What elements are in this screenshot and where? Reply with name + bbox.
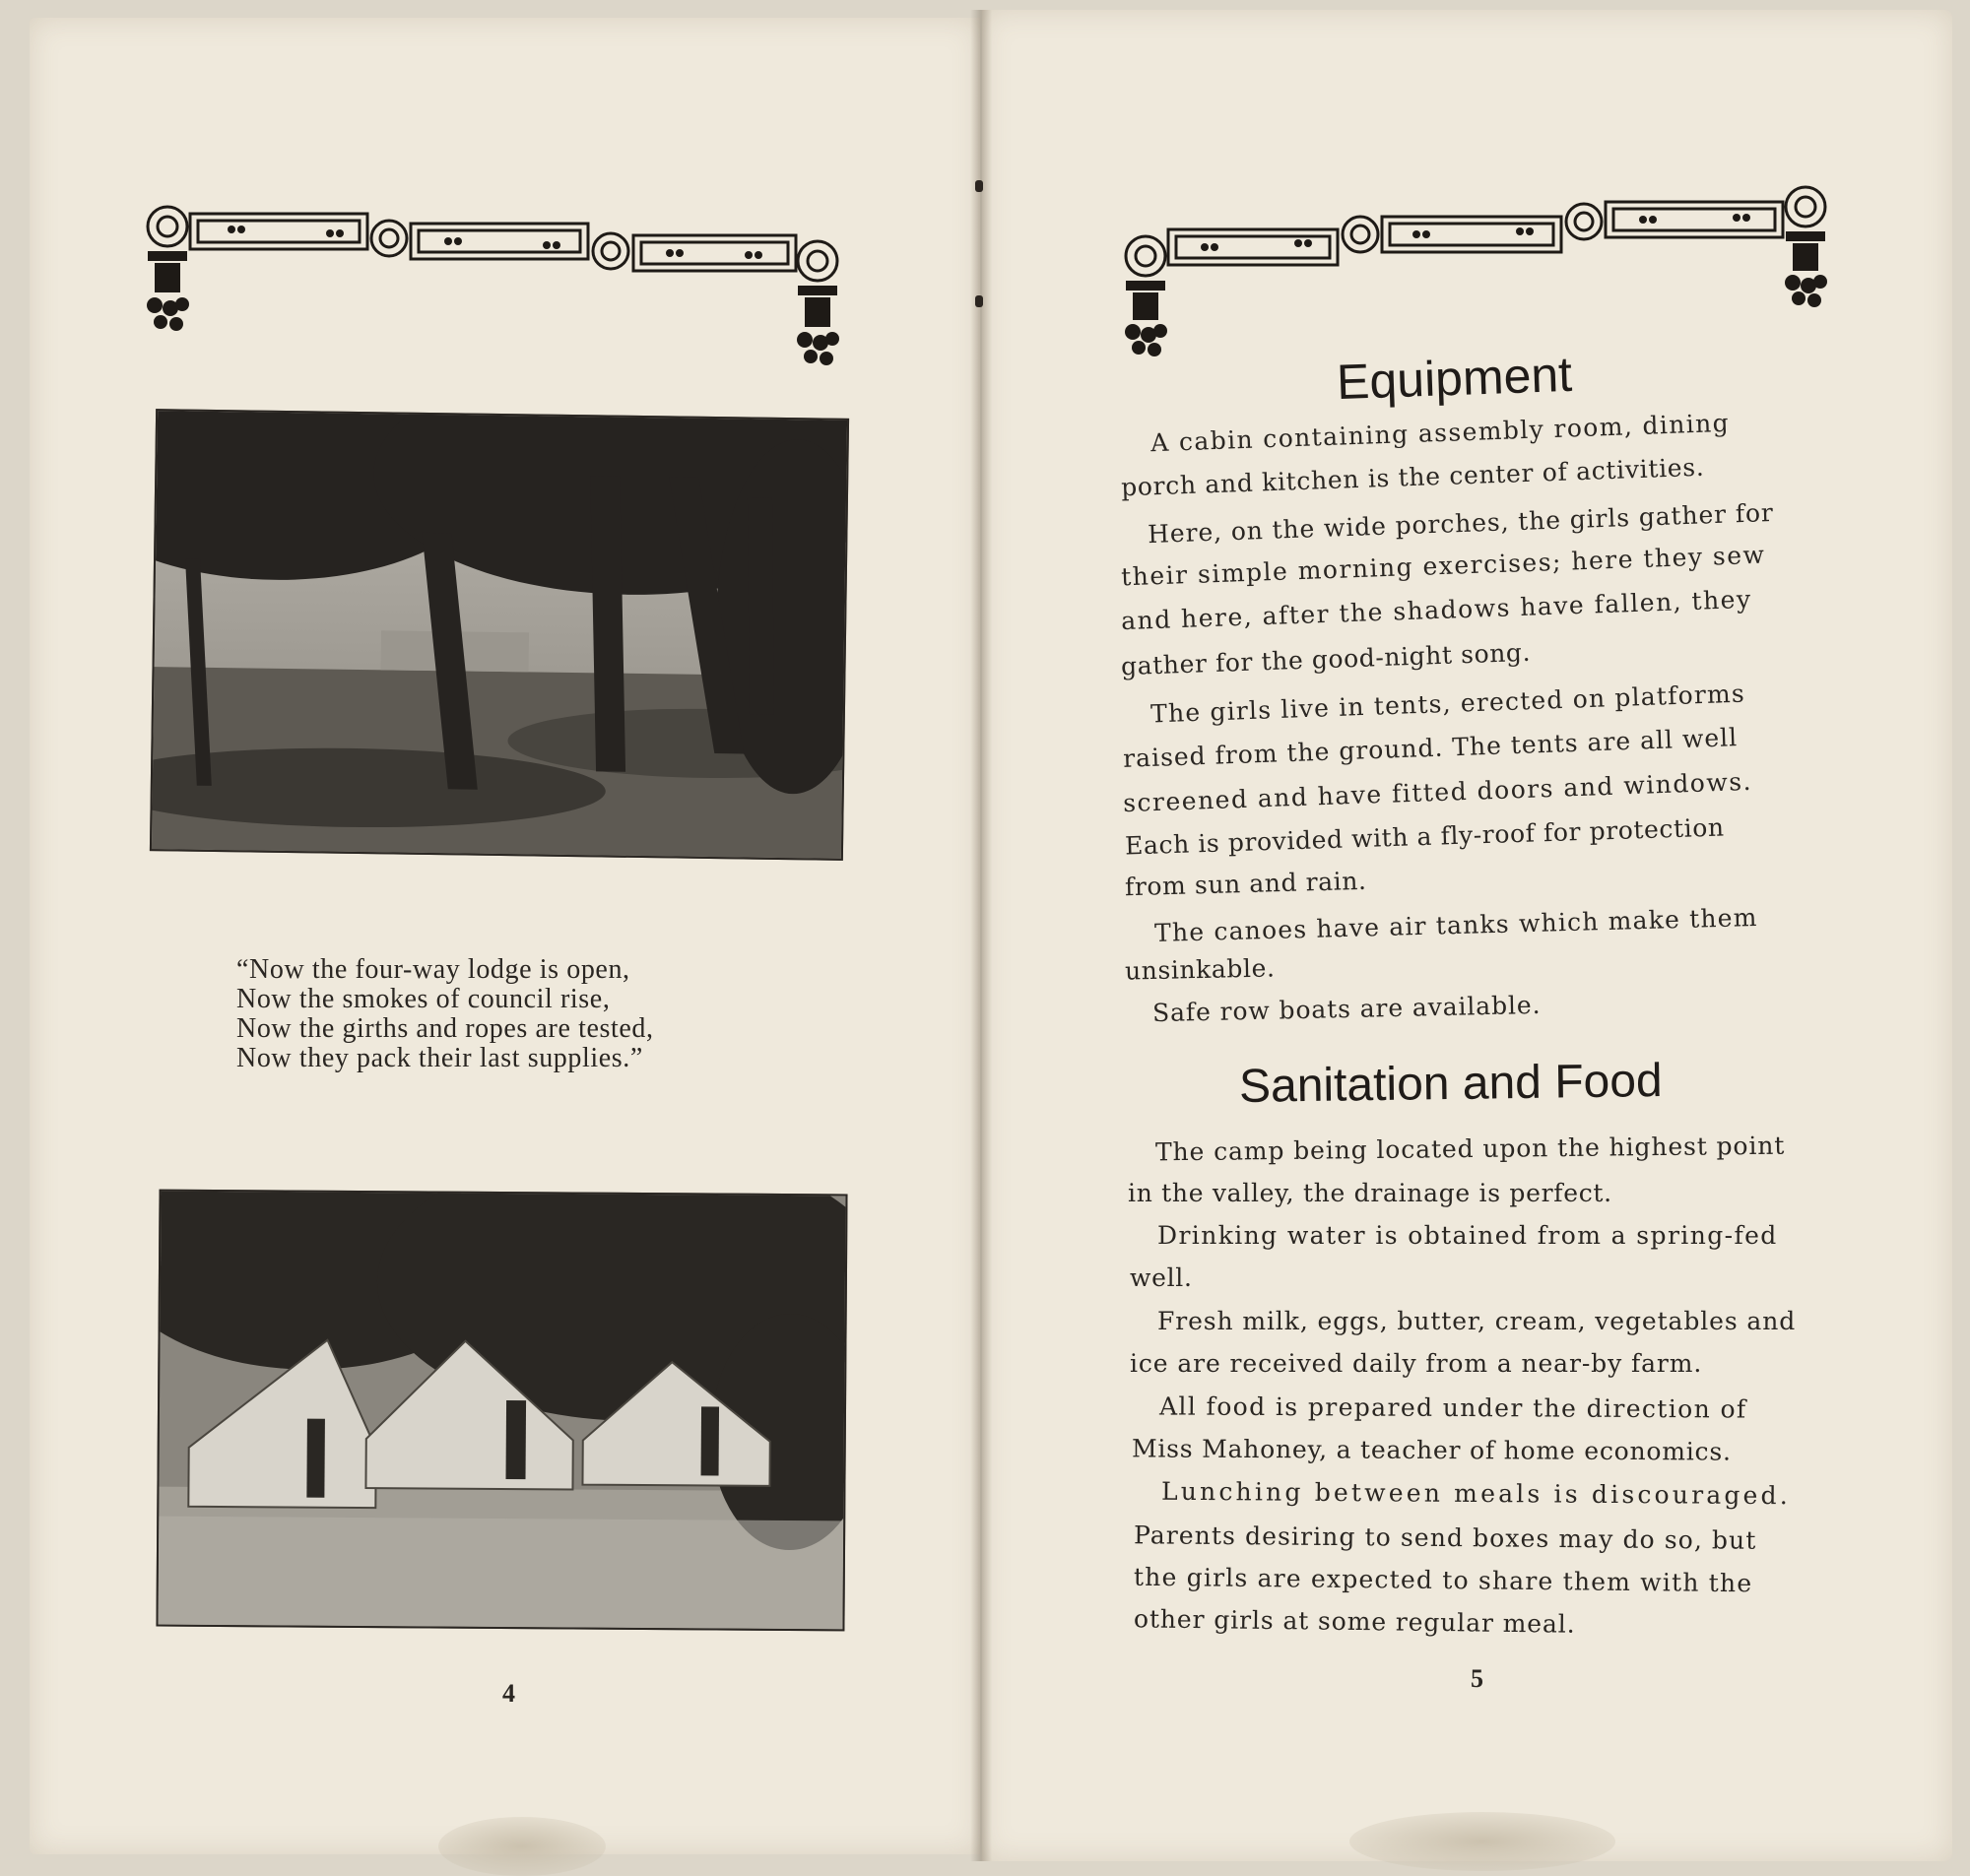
text-line: Safe row boats are available. [1151, 990, 1542, 1028]
text-line: porch and kitchen is the center of activities. [1120, 452, 1705, 502]
right-ornamental-header [1121, 182, 1830, 359]
photo-tents-under-trees [156, 1190, 847, 1632]
paper-wear-mark-left [438, 1817, 606, 1876]
text-line: A cabin containing assembly room, dining [1149, 408, 1731, 458]
text-line: Lunching between meals is discouraged. [1160, 1476, 1792, 1511]
text-line: other girls at some regular meal. [1133, 1604, 1576, 1639]
text-line: the girls are expected to share them with the [1133, 1562, 1753, 1598]
left-ornamental-header [143, 202, 842, 374]
verse-line: Now they pack their last supplies.” [236, 1043, 643, 1073]
text-line: Drinking water is obtained from a spring-fed [1157, 1221, 1778, 1250]
verse-line: Now the smokes of council rise, [236, 984, 611, 1014]
text-line: raised from the ground. The tents are all well [1122, 723, 1739, 773]
text-line: Parents desiring to send boxes may do so, but [1133, 1520, 1757, 1555]
binding-staple-middle [975, 295, 983, 307]
text-line: well. [1130, 1263, 1193, 1292]
section-heading-sanitation-and-food: Sanitation and Food [1238, 1055, 1664, 1113]
text-line: The camp being located upon the highest point [1154, 1131, 1786, 1167]
text-line: All food is prepared under the direction of [1158, 1391, 1747, 1424]
text-line: and here, after the shadows have fallen, they [1120, 584, 1753, 636]
text-line: from sun and rain. [1124, 866, 1367, 902]
text-line: Miss Mahoney, a teacher of home economics. [1131, 1434, 1732, 1466]
text-line: Fresh milk, eggs, butter, cream, vegetables and [1157, 1307, 1797, 1335]
text-line: in the valley, the drainage is perfect. [1128, 1179, 1612, 1207]
text-line: gather for the good-night song. [1120, 637, 1532, 681]
text-line: The girls live in tents, erected on platforms [1149, 679, 1746, 729]
verse-line: Now the girths and ropes are tested, [236, 1013, 654, 1044]
text-line: Here, on the wide porches, the girls gather for [1147, 497, 1775, 550]
page-number-right: 5 [1471, 1664, 1483, 1693]
text-line: screened and have fitted doors and windows. [1122, 766, 1753, 818]
photo-trees-and-cabin [150, 409, 849, 861]
text-line: ice are received daily from a near-by farm. [1130, 1349, 1703, 1378]
text-line: unsinkable. [1124, 953, 1276, 986]
section-heading-equipment: Equipment [1336, 346, 1573, 411]
binding-staple-top [975, 180, 983, 192]
poem-verse [236, 955, 788, 1073]
text-line: Each is provided with a fly-roof for protection [1124, 812, 1726, 861]
binding-gutter [970, 10, 992, 1861]
text-line: their simple morning exercises; here they sew [1120, 540, 1766, 592]
text-line: The canoes have air tanks which make them [1153, 902, 1758, 948]
page-number-left: 4 [502, 1679, 515, 1708]
verse-line: “Now the four-way lodge is open, [236, 954, 630, 985]
paper-wear-mark-right [1349, 1812, 1615, 1871]
